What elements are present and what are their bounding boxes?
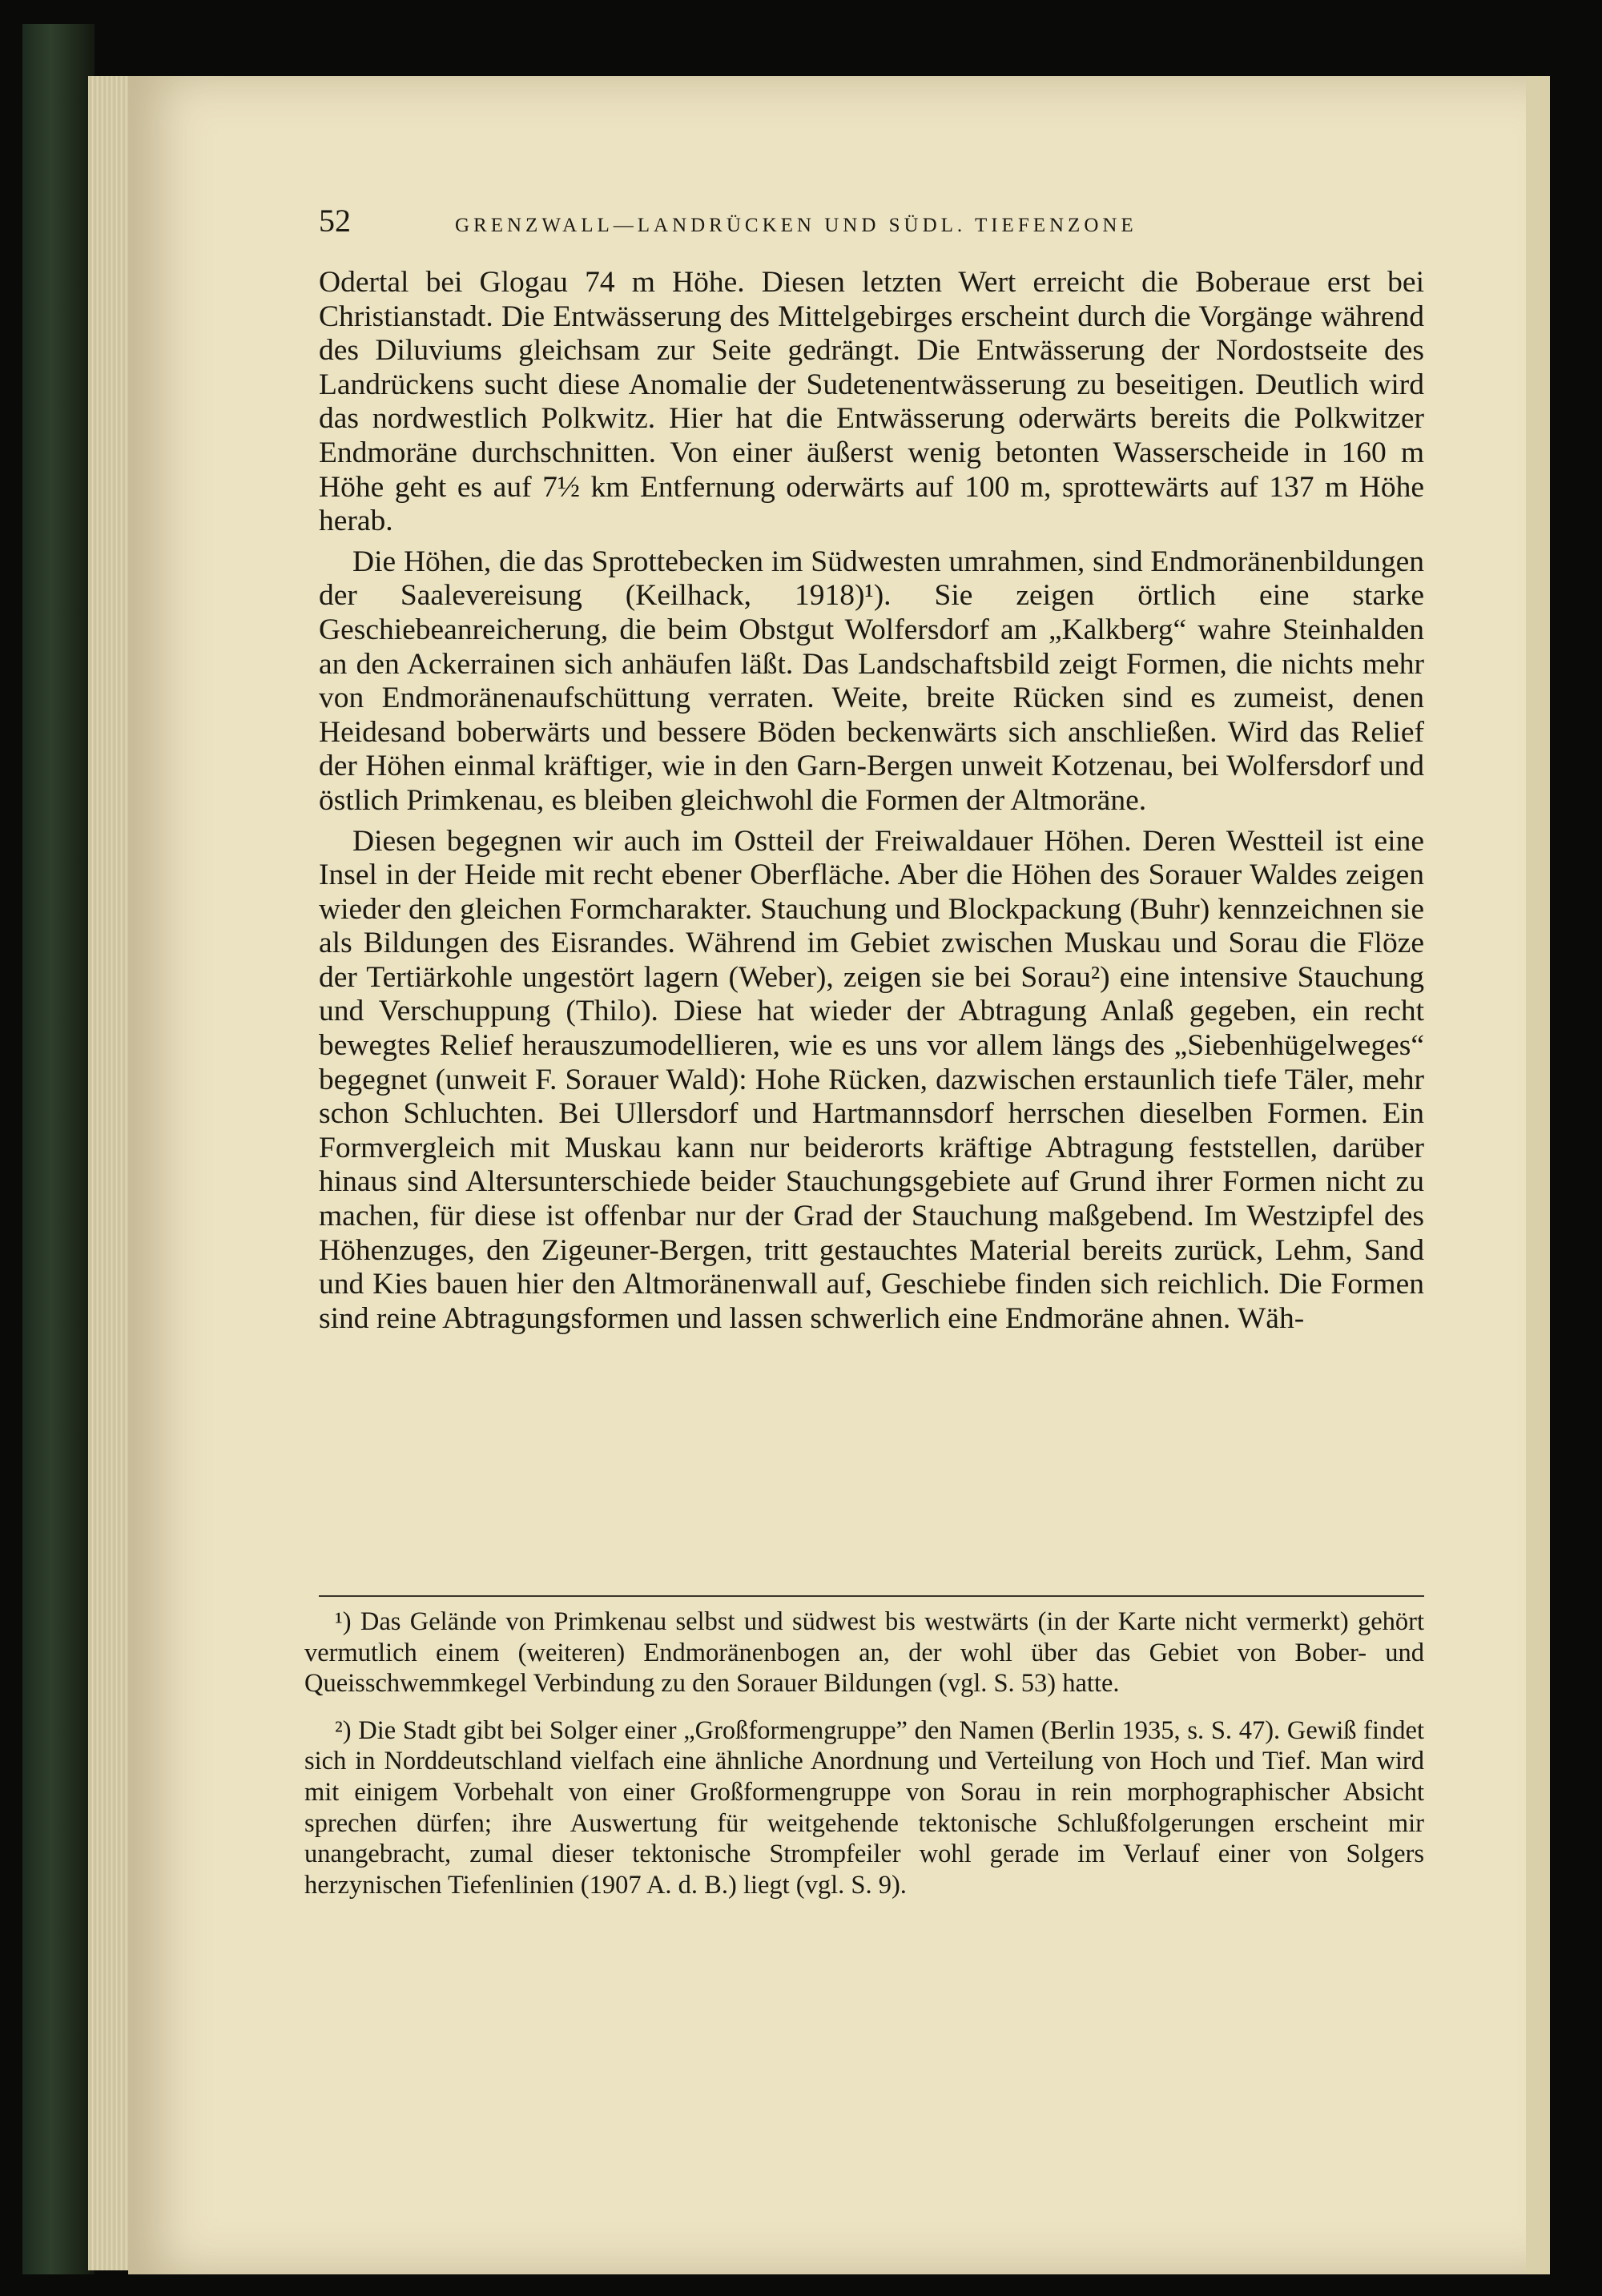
running-head: GRENZWALL—LANDRÜCKEN UND SÜDL. TIEFENZONE [455, 215, 1137, 236]
footnote-2: ²) Die Stadt gibt bei Solger einer „Großformengruppe” den Namen (Berlin 1935, s. S. 47). Gewiß findet sich in Norddeutschland vielfach eine ähnliche Anordnung und Verteilung von Hoch und Tief. Man wird mit einigem Vorbehalt von einer Großformengruppe von Sorau in rein morphographischer Absicht sprechen dürfen; ihre Auswertung für weitgehende tektonische Schlußfolgerungen erscheint mir unangebracht, zumal dieser tektonische Strompfeiler wohl gerade im Verlauf einer von Solgers herzynischen Tiefenlinien (1907 A. d. B.) liegt (vgl. S. 9). [304, 1715, 1424, 1900]
page-number: 52 [319, 203, 351, 239]
footnote-divider [319, 1595, 1424, 1597]
body-text [319, 266, 1424, 1342]
paragraph-2: Die Höhen, die das Sprottebecken im Südwesten umrahmen, sind Endmoränenbildungen der Saalevereisung (Keilhack, 1918)¹). Sie zeigen örtlich eine starke Geschiebeanreicherung, die beim Obstgut Wolfersdorf am „Kalkberg“ wahre Steinhalden an den Ackerrainen sich anhäufen läßt. Das Landschaftsbild zeigt Formen, die nichts mehr von Endmoränenaufschüttung verraten. Weite, breite Rücken sind es zumeist, denen Heidesand boberwärts und bessere Böden beckenwärts sich anschließen. Wird das Relief der Höhen einmal kräftiger, wie in den Garn-Bergen unweit Kotzenau, bei Wolfersdorf und östlich Primkenau, es bleiben gleichwohl die Formen der Altmoräne. [319, 545, 1424, 817]
footnotes [304, 1606, 1424, 1916]
page-right-edge [1526, 76, 1550, 2274]
paragraph-1: Odertal bei Glogau 74 m Höhe. Diesen letzten Wert erreicht die Boberaue erst bei Christianstadt. Die Entwässerung des Mittelgebirges erscheint durch die Vorgänge während des Diluviums gleichsam zur Seite gedrängt. Die Entwässerung der Nordostseite des Landrückens sucht diese Anomalie der Sudetenentwässerung zu beseitigen. Deutlich wird das nordwestlich Polkwitz. Hier hat die Entwässerung oderwärts bereits die Polkwitzer Endmoräne durchschnitten. Von einer äußerst wenig betonten Wasserscheide in 160 m Höhe geht es auf 7½ km Entfernung oderwärts auf 100 m, sprottewärts auf 137 m Höhe herab. [319, 266, 1424, 538]
page-header [319, 202, 1440, 239]
paragraph-3: Diesen begegnen wir auch im Ostteil der Freiwaldauer Höhen. Deren Westteil ist eine Insel in der Heide mit recht ebener Oberfläche. Aber die Höhen des Sorauer Waldes zeigen wieder den gleichen Formcharakter. Stauchung und Blockpackung (Buhr) kennzeichnen sie als Bildungen des Eisrandes. Während im Gebiet zwischen Muskau und Sorau die Flöze der Tertiärkohle ungestört lagern (Weber), zeigen sie bei Sorau²) eine intensive Stauchung und Verschuppung (Thilo). Diese hat wieder der Abtragung Anlaß gegeben, ein recht bewegtes Relief herauszumodellieren, wie es uns vor allem längs des „Siebenhügelweges“ begegnet (unweit F. Sorauer Wald): Hohe Rücken, dazwischen erstaunlich tiefe Täler, mehr schon Schluchten. Bei Ullersdorf und Hartmannsdorf herrschen dieselben Formen. Ein Formvergleich mit Muskau kann nur beiderorts kräftige Abtragung feststellen, darüber hinaus sind Altersunterschiede beider Stauchungsgebiete auf Grund ihrer Formen nicht zu machen, für diese ist offenbar nur der Grad der Stauchung maßgebend. Im Westzipfel des Höhenzuges, den Zigeuner-Bergen, tritt gestauchtes Material bereits zurück, Lehm, Sand und Kies bauen hier den Altmoränenwall auf, Geschiebe finden sich reichlich. Die Formen sind reine Abtragungsformen und lassen schwerlich eine Endmoräne ahnen. Wäh- [319, 824, 1424, 1335]
footnote-1: ¹) Das Gelände von Primkenau selbst und südwest bis westwärts (in der Karte nicht vermerkt) gehört vermutlich einem (weiteren) Endmoränenbogen an, der wohl über das Gebiet von Bober- und Queisschwemmkegel Verbindung zu den Sorauer Bildungen (vgl. S. 53) hatte. [304, 1607, 1424, 1699]
book-cover-edge [22, 24, 95, 2274]
